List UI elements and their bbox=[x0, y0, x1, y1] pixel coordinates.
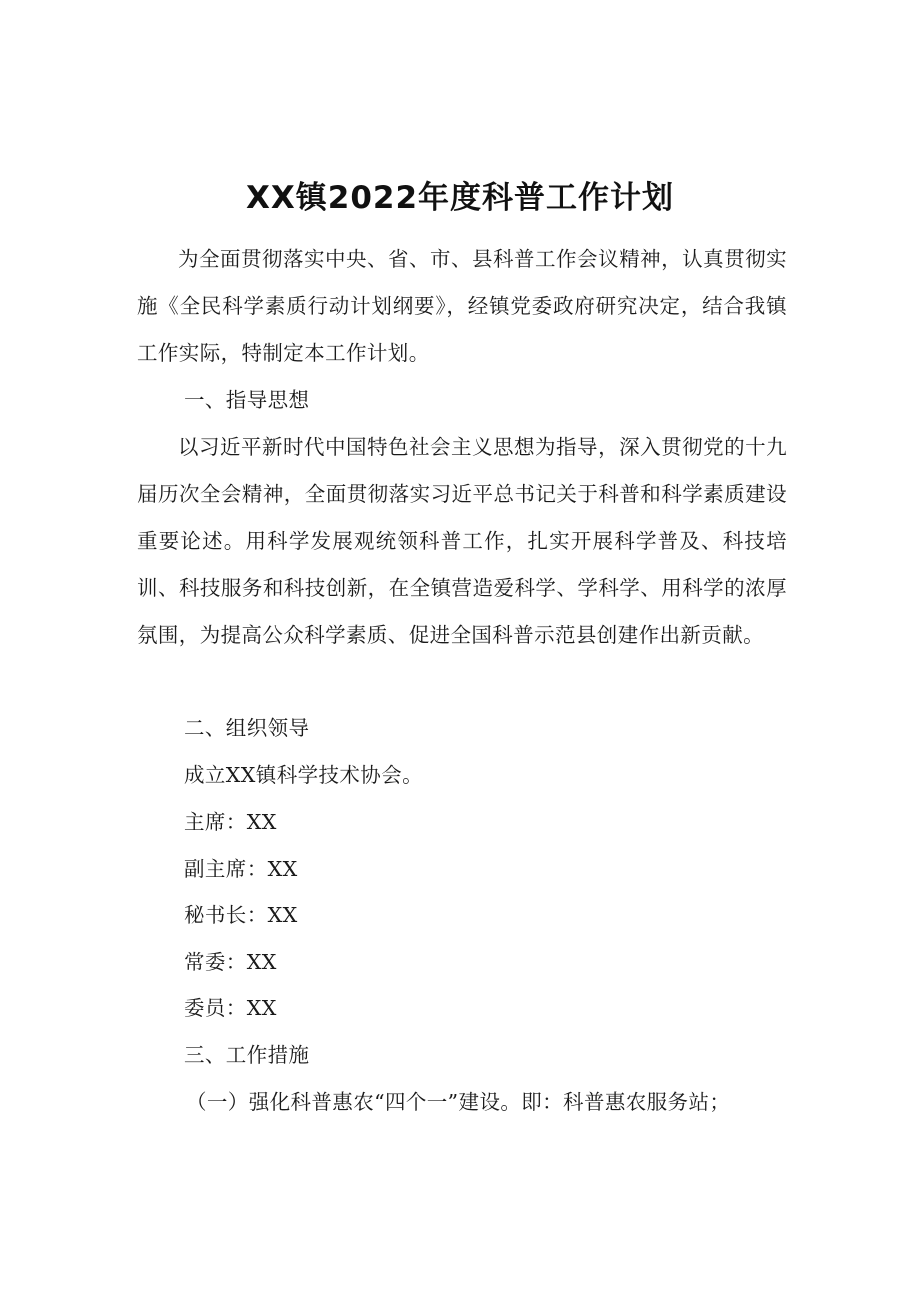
org-member-chair: 主席：XX bbox=[184, 810, 277, 834]
section-heading-measures: 三、工作措施 bbox=[184, 1043, 310, 1067]
measure-item-1: （一）强化科普惠农“四个一”建设。即：科普惠农服务站； bbox=[186, 1090, 731, 1114]
org-member-standing-committee: 常委：XX bbox=[184, 950, 277, 974]
intro-paragraph: 为全面贯彻落实中央、省、市、县科普工作会议精神，认真贯彻实施《全民科学素质行动计划纲要》，经镇党委政府研究决定，结合我镇工作实际，特制定本工作计划。 bbox=[137, 247, 787, 365]
document-title: XX镇2022年度科普工作计划 bbox=[245, 180, 675, 216]
guiding-ideology-paragraph: 以习近平新时代中国特色社会主义思想为指导，深入贯彻党的十九届历次全会精神，全面贯彻落实习近平总书记关于科普和科学素质建设重要论述。用科学发展观统领科普工作，扎实开展科学普及、科技培训、科技服务和科技创新，在全镇营造爱科学、学科学、用科学的浓厚氛围，为提高公众科学素质、促进全国科普示范县创建作出新贡献。 bbox=[137, 435, 787, 647]
section-heading-guiding-ideology: 一、指导思想 bbox=[184, 388, 310, 412]
org-statement: 成立XX镇科学技术协会。 bbox=[184, 763, 423, 787]
section-heading-organization: 二、组织领导 bbox=[184, 716, 310, 740]
org-member-vice-chair: 副主席：XX bbox=[184, 857, 298, 881]
org-member-committee: 委员：XX bbox=[184, 996, 277, 1020]
org-member-secretary: 秘书长：XX bbox=[184, 903, 298, 927]
